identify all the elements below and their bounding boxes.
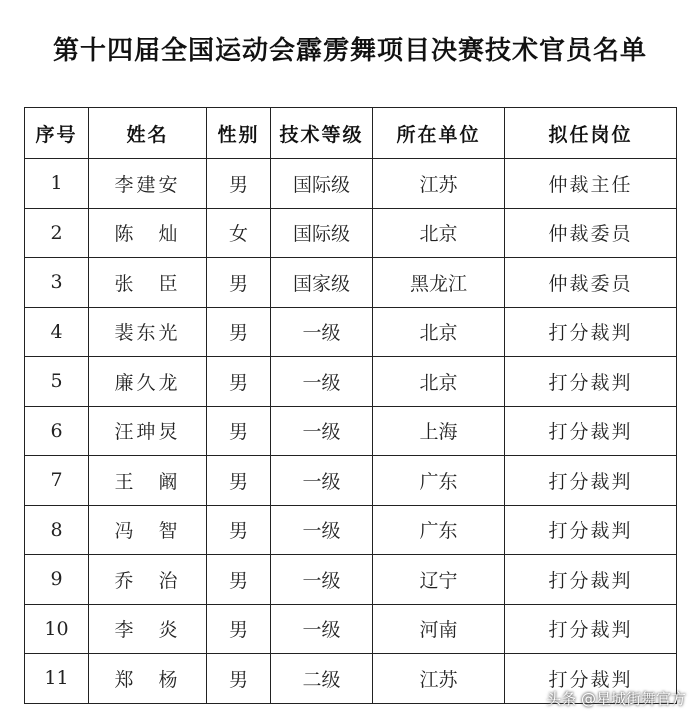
cell-name: 廉久龙 xyxy=(89,357,207,407)
cell-index: 1 xyxy=(25,159,89,209)
cell-name: 冯 智 xyxy=(89,505,207,555)
officials-table xyxy=(24,107,677,704)
header-gender: 性别 xyxy=(207,108,271,159)
cell-index: 8 xyxy=(25,505,89,555)
cell-post: 打分裁判 xyxy=(505,406,677,456)
cell-index: 9 xyxy=(25,555,89,605)
watermark: 头条 @星城街舞官方 xyxy=(546,690,686,708)
cell-name: 李 炎 xyxy=(89,604,207,654)
table-row xyxy=(25,505,677,555)
cell-unit: 上海 xyxy=(373,406,505,456)
cell-gender: 男 xyxy=(207,406,271,456)
cell-grade: 一级 xyxy=(271,555,373,605)
cell-unit: 河南 xyxy=(373,604,505,654)
cell-gender: 男 xyxy=(207,357,271,407)
cell-post: 打分裁判 xyxy=(505,555,677,605)
table-row xyxy=(25,357,677,407)
cell-name: 陈 灿 xyxy=(89,208,207,258)
cell-post: 打分裁判 xyxy=(505,456,677,506)
cell-grade: 一级 xyxy=(271,505,373,555)
table-row xyxy=(25,307,677,357)
cell-unit: 黑龙江 xyxy=(373,258,505,308)
cell-index: 2 xyxy=(25,208,89,258)
cell-name: 汪珅炅 xyxy=(89,406,207,456)
cell-grade: 一级 xyxy=(271,604,373,654)
cell-grade: 二级 xyxy=(271,654,373,704)
cell-post: 打分裁判 xyxy=(505,654,677,704)
header-index: 序号 xyxy=(25,108,89,159)
cell-grade: 国家级 xyxy=(271,258,373,308)
cell-index: 6 xyxy=(25,406,89,456)
cell-gender: 女 xyxy=(207,208,271,258)
cell-gender: 男 xyxy=(207,456,271,506)
table-row xyxy=(25,555,677,605)
table-header-row xyxy=(25,108,677,159)
cell-gender: 男 xyxy=(207,654,271,704)
cell-post: 打分裁判 xyxy=(505,307,677,357)
header-post: 拟任岗位 xyxy=(505,108,677,159)
table-row xyxy=(25,208,677,258)
table-row xyxy=(25,604,677,654)
cell-index: 3 xyxy=(25,258,89,308)
page-title: 第十四届全国运动会霹雳舞项目决赛技术官员名单 xyxy=(52,36,647,66)
cell-unit: 江苏 xyxy=(373,654,505,704)
table-row xyxy=(25,159,677,209)
cell-gender: 男 xyxy=(207,258,271,308)
cell-grade: 一级 xyxy=(271,406,373,456)
cell-index: 11 xyxy=(25,654,89,704)
cell-gender: 男 xyxy=(207,505,271,555)
cell-post: 仲裁主任 xyxy=(505,159,677,209)
table-row xyxy=(25,258,677,308)
cell-unit: 辽宁 xyxy=(373,555,505,605)
cell-name: 张 臣 xyxy=(89,258,207,308)
cell-index: 10 xyxy=(25,604,89,654)
cell-post: 仲裁委员 xyxy=(505,258,677,308)
cell-unit: 北京 xyxy=(373,208,505,258)
cell-gender: 男 xyxy=(207,555,271,605)
cell-gender: 男 xyxy=(207,604,271,654)
cell-post: 打分裁判 xyxy=(505,357,677,407)
cell-index: 4 xyxy=(25,307,89,357)
cell-post: 仲裁委员 xyxy=(505,208,677,258)
cell-gender: 男 xyxy=(207,307,271,357)
cell-grade: 一级 xyxy=(271,357,373,407)
cell-index: 7 xyxy=(25,456,89,506)
cell-unit: 北京 xyxy=(373,307,505,357)
cell-gender: 男 xyxy=(207,159,271,209)
cell-grade: 一级 xyxy=(271,456,373,506)
cell-name: 裴东光 xyxy=(89,307,207,357)
cell-post: 打分裁判 xyxy=(505,604,677,654)
cell-grade: 国际级 xyxy=(271,208,373,258)
cell-grade: 一级 xyxy=(271,307,373,357)
cell-unit: 江苏 xyxy=(373,159,505,209)
cell-unit: 北京 xyxy=(373,357,505,407)
header-unit: 所在单位 xyxy=(373,108,505,159)
cell-name: 郑 杨 xyxy=(89,654,207,704)
table-row xyxy=(25,456,677,506)
cell-unit: 广东 xyxy=(373,456,505,506)
header-name: 姓名 xyxy=(89,108,207,159)
cell-unit: 广东 xyxy=(373,505,505,555)
cell-post: 打分裁判 xyxy=(505,505,677,555)
header-grade: 技术等级 xyxy=(271,108,373,159)
cell-name: 乔 治 xyxy=(89,555,207,605)
cell-index: 5 xyxy=(25,357,89,407)
cell-name: 李建安 xyxy=(89,159,207,209)
table-row xyxy=(25,406,677,456)
cell-grade: 国际级 xyxy=(271,159,373,209)
cell-name: 王 阚 xyxy=(89,456,207,506)
